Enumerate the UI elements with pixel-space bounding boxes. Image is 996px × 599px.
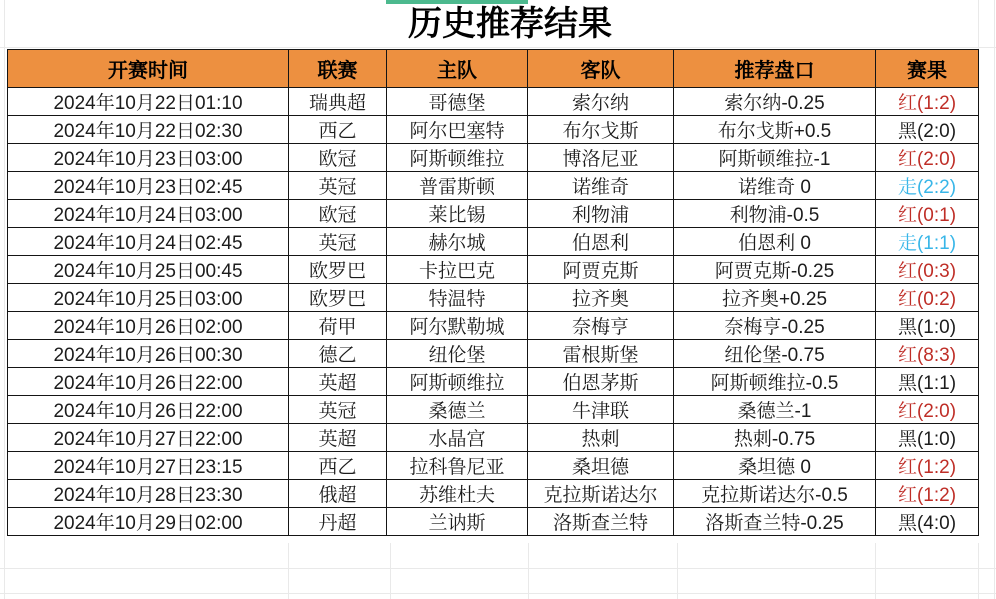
header-row bbox=[8, 50, 979, 88]
league-cell[interactable]: 英冠 bbox=[289, 228, 387, 256]
time-cell[interactable]: 2024年10月29日02:00 bbox=[8, 508, 289, 536]
result-cell[interactable]: 红(8:3) bbox=[876, 340, 979, 368]
handicap-cell[interactable]: 伯恩利 0 bbox=[674, 228, 876, 256]
time-cell[interactable]: 2024年10月27日23:15 bbox=[8, 452, 289, 480]
spreadsheet-gridline bbox=[0, 47, 996, 48]
league-cell[interactable]: 英超 bbox=[289, 424, 387, 452]
home-cell[interactable]: 苏维杜夫 bbox=[387, 480, 528, 508]
cell-selection-indicator bbox=[386, 0, 528, 4]
result-cell[interactable]: 红(0:2) bbox=[876, 284, 979, 312]
handicap-cell[interactable]: 阿斯顿维拉-1 bbox=[674, 144, 876, 172]
time-cell[interactable]: 2024年10月24日03:00 bbox=[8, 200, 289, 228]
result-cell[interactable]: 黑(2:0) bbox=[876, 116, 979, 144]
result-cell[interactable]: 黑(4:0) bbox=[876, 508, 979, 536]
away-cell[interactable]: 热刺 bbox=[528, 424, 674, 452]
table-row bbox=[8, 396, 979, 424]
result-cell[interactable]: 红(2:0) bbox=[876, 144, 979, 172]
table-row bbox=[8, 172, 979, 200]
league-cell[interactable]: 荷甲 bbox=[289, 312, 387, 340]
time-cell[interactable]: 2024年10月26日00:30 bbox=[8, 340, 289, 368]
away-cell[interactable]: 伯恩茅斯 bbox=[528, 368, 674, 396]
table-row bbox=[8, 284, 979, 312]
column-header-time[interactable]: 开赛时间 bbox=[8, 50, 289, 88]
home-cell[interactable]: 阿尔巴塞特 bbox=[387, 116, 528, 144]
table-row bbox=[8, 144, 979, 172]
home-cell[interactable]: 兰讷斯 bbox=[387, 508, 528, 536]
league-cell[interactable]: 俄超 bbox=[289, 480, 387, 508]
result-cell[interactable]: 黑(1:0) bbox=[876, 424, 979, 452]
table-row bbox=[8, 368, 979, 396]
table-row bbox=[8, 256, 979, 284]
spreadsheet-gridline bbox=[875, 543, 876, 599]
table-row bbox=[8, 88, 979, 116]
table-row bbox=[8, 340, 979, 368]
time-cell[interactable]: 2024年10月26日02:00 bbox=[8, 312, 289, 340]
league-cell[interactable]: 欧罗巴 bbox=[289, 284, 387, 312]
spreadsheet-gridline bbox=[994, 0, 995, 599]
result-cell[interactable]: 走(1:1) bbox=[876, 228, 979, 256]
league-cell[interactable]: 欧冠 bbox=[289, 144, 387, 172]
time-cell[interactable]: 2024年10月23日02:45 bbox=[8, 172, 289, 200]
home-cell[interactable]: 赫尔城 bbox=[387, 228, 528, 256]
league-cell[interactable]: 瑞典超 bbox=[289, 88, 387, 116]
away-cell[interactable]: 拉齐奥 bbox=[528, 284, 674, 312]
home-cell[interactable]: 阿尔默勒城 bbox=[387, 312, 528, 340]
handicap-cell[interactable]: 拉齐奥+0.25 bbox=[674, 284, 876, 312]
spreadsheet-gridline bbox=[0, 568, 996, 569]
home-cell[interactable]: 桑德兰 bbox=[387, 396, 528, 424]
handicap-cell[interactable]: 洛斯查兰特-0.25 bbox=[674, 508, 876, 536]
away-cell[interactable]: 桑坦德 bbox=[528, 452, 674, 480]
result-cell[interactable]: 红(0:3) bbox=[876, 256, 979, 284]
spreadsheet-gridline bbox=[978, 543, 979, 599]
handicap-cell[interactable]: 利物浦-0.5 bbox=[674, 200, 876, 228]
home-cell[interactable]: 哥德堡 bbox=[387, 88, 528, 116]
away-cell[interactable]: 利物浦 bbox=[528, 200, 674, 228]
away-cell[interactable]: 洛斯查兰特 bbox=[528, 508, 674, 536]
history-results-table bbox=[7, 49, 979, 536]
spreadsheet-gridline bbox=[677, 543, 678, 599]
handicap-cell[interactable]: 桑德兰-1 bbox=[674, 396, 876, 424]
home-cell[interactable]: 水晶宫 bbox=[387, 424, 528, 452]
away-cell[interactable]: 索尔纳 bbox=[528, 88, 674, 116]
home-cell[interactable]: 特温特 bbox=[387, 284, 528, 312]
result-cell[interactable]: 红(2:0) bbox=[876, 396, 979, 424]
column-header-away[interactable]: 客队 bbox=[528, 50, 674, 88]
result-cell[interactable]: 红(1:2) bbox=[876, 88, 979, 116]
result-cell[interactable]: 黑(1:0) bbox=[876, 312, 979, 340]
result-cell[interactable]: 红(0:1) bbox=[876, 200, 979, 228]
time-cell[interactable]: 2024年10月22日02:30 bbox=[8, 116, 289, 144]
time-cell[interactable]: 2024年10月25日00:45 bbox=[8, 256, 289, 284]
handicap-cell[interactable]: 索尔纳-0.25 bbox=[674, 88, 876, 116]
away-cell[interactable]: 奈梅亨 bbox=[528, 312, 674, 340]
league-cell[interactable]: 英超 bbox=[289, 368, 387, 396]
away-cell[interactable]: 雷根斯堡 bbox=[528, 340, 674, 368]
league-cell[interactable]: 西乙 bbox=[289, 116, 387, 144]
time-cell[interactable]: 2024年10月26日22:00 bbox=[8, 396, 289, 424]
spreadsheet-gridline bbox=[0, 593, 996, 594]
away-cell[interactable]: 克拉斯诺达尔 bbox=[528, 480, 674, 508]
time-cell[interactable]: 2024年10月25日03:00 bbox=[8, 284, 289, 312]
spreadsheet-gridline bbox=[4, 0, 5, 599]
home-cell[interactable]: 阿斯顿维拉 bbox=[387, 144, 528, 172]
away-cell[interactable]: 布尔戈斯 bbox=[528, 116, 674, 144]
league-cell[interactable]: 欧冠 bbox=[289, 200, 387, 228]
column-header-home[interactable]: 主队 bbox=[387, 50, 528, 88]
home-cell[interactable]: 纽伦堡 bbox=[387, 340, 528, 368]
league-cell[interactable]: 西乙 bbox=[289, 452, 387, 480]
league-cell[interactable]: 英冠 bbox=[289, 396, 387, 424]
handicap-cell[interactable]: 热刺-0.75 bbox=[674, 424, 876, 452]
time-cell[interactable]: 2024年10月26日22:00 bbox=[8, 368, 289, 396]
time-cell[interactable]: 2024年10月22日01:10 bbox=[8, 88, 289, 116]
away-cell[interactable]: 博洛尼亚 bbox=[528, 144, 674, 172]
handicap-cell[interactable]: 克拉斯诺达尔-0.5 bbox=[674, 480, 876, 508]
handicap-cell[interactable]: 桑坦德 0 bbox=[674, 452, 876, 480]
result-cell[interactable]: 红(1:2) bbox=[876, 452, 979, 480]
column-header-result[interactable]: 赛果 bbox=[876, 50, 979, 88]
table-row bbox=[8, 508, 979, 536]
away-cell[interactable]: 诺维奇 bbox=[528, 172, 674, 200]
column-header-league[interactable]: 联赛 bbox=[289, 50, 387, 88]
spreadsheet-gridline bbox=[288, 543, 289, 599]
table-row bbox=[8, 480, 979, 508]
handicap-cell[interactable]: 诺维奇 0 bbox=[674, 172, 876, 200]
home-cell[interactable]: 拉科鲁尼亚 bbox=[387, 452, 528, 480]
handicap-cell[interactable]: 布尔戈斯+0.5 bbox=[674, 116, 876, 144]
league-cell[interactable]: 丹超 bbox=[289, 508, 387, 536]
column-header-handicap[interactable]: 推荐盘口 bbox=[674, 50, 876, 88]
time-cell[interactable]: 2024年10月27日22:00 bbox=[8, 424, 289, 452]
result-cell[interactable]: 红(1:2) bbox=[876, 480, 979, 508]
handicap-cell[interactable]: 阿贾克斯-0.25 bbox=[674, 256, 876, 284]
home-cell[interactable]: 阿斯顿维拉 bbox=[387, 368, 528, 396]
handicap-cell[interactable]: 纽伦堡-0.75 bbox=[674, 340, 876, 368]
handicap-cell[interactable]: 阿斯顿维拉-0.5 bbox=[674, 368, 876, 396]
table-row bbox=[8, 424, 979, 452]
league-cell[interactable]: 德乙 bbox=[289, 340, 387, 368]
time-cell[interactable]: 2024年10月28日23:30 bbox=[8, 480, 289, 508]
handicap-cell[interactable]: 奈梅亨-0.25 bbox=[674, 312, 876, 340]
time-cell[interactable]: 2024年10月23日03:00 bbox=[8, 144, 289, 172]
league-cell[interactable]: 欧罗巴 bbox=[289, 256, 387, 284]
table-row bbox=[8, 228, 979, 256]
page-title: 历史推荐结果 bbox=[408, 5, 612, 43]
result-cell[interactable]: 黑(1:1) bbox=[876, 368, 979, 396]
table-row bbox=[8, 312, 979, 340]
home-cell[interactable]: 卡拉巴克 bbox=[387, 256, 528, 284]
table-row bbox=[8, 116, 979, 144]
away-cell[interactable]: 阿贾克斯 bbox=[528, 256, 674, 284]
table-body bbox=[8, 88, 979, 536]
table-row bbox=[8, 200, 979, 228]
away-cell[interactable]: 伯恩利 bbox=[528, 228, 674, 256]
spreadsheet-gridline bbox=[390, 543, 391, 599]
league-cell[interactable]: 英冠 bbox=[289, 172, 387, 200]
spreadsheet-gridline bbox=[528, 543, 529, 599]
away-cell[interactable]: 牛津联 bbox=[528, 396, 674, 424]
table-row bbox=[8, 452, 979, 480]
home-cell[interactable]: 莱比锡 bbox=[387, 200, 528, 228]
time-cell[interactable]: 2024年10月24日02:45 bbox=[8, 228, 289, 256]
home-cell[interactable]: 普雷斯顿 bbox=[387, 172, 528, 200]
result-cell[interactable]: 走(2:2) bbox=[876, 172, 979, 200]
